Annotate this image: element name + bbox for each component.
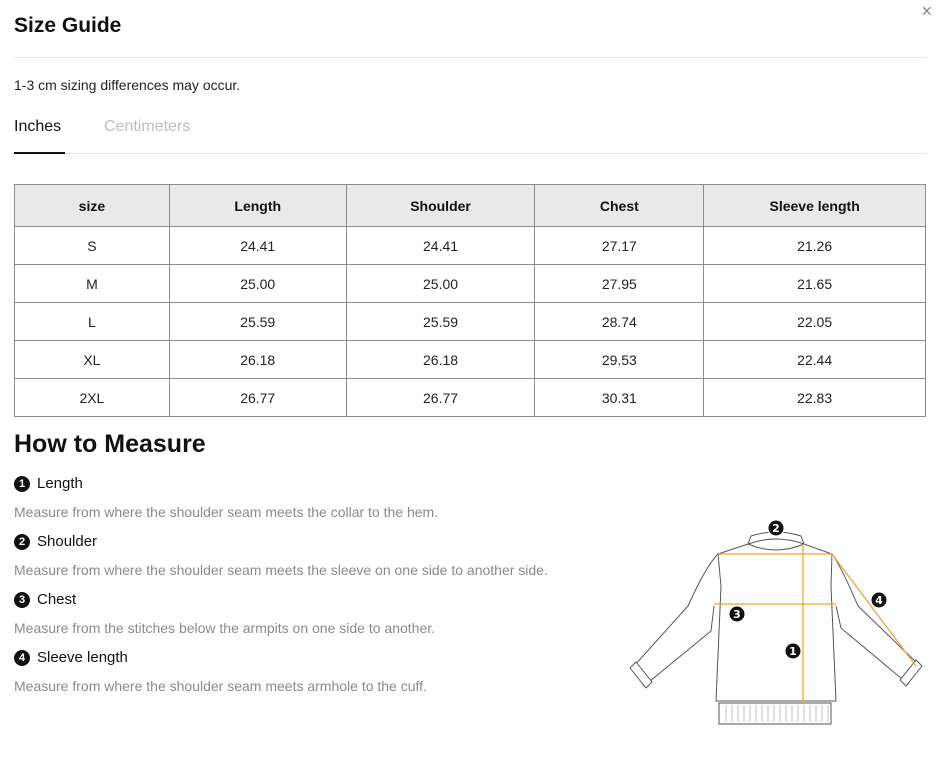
close-icon[interactable]: × (921, 1, 932, 21)
measure-item-shoulder (14, 533, 548, 578)
unit-tabs (14, 114, 926, 154)
table-cell: 30.31 (535, 379, 704, 417)
table-cell: 26.77 (169, 379, 346, 417)
number-badge: 1 (14, 476, 30, 492)
measure-label: Length (37, 475, 83, 492)
measure-description: Measure from the stitches below the armpits on one side to another. (14, 620, 436, 636)
sizing-note: 1-3 cm sizing differences may occur. (14, 77, 241, 93)
table-row (15, 341, 926, 379)
size-table (14, 184, 926, 417)
table-cell: 2XL (15, 379, 170, 417)
table-row (15, 303, 926, 341)
table-cell: 27.95 (535, 265, 704, 303)
table-cell: 28.74 (535, 303, 704, 341)
measure-label: Chest (37, 591, 77, 608)
number-badge: 4 (14, 650, 30, 666)
measure-description: Measure from where the shoulder seam meets the collar to the hem. (14, 504, 439, 520)
table-cell: 26.18 (346, 341, 535, 379)
dialog-title: Size Guide (14, 14, 122, 37)
number-badge: 2 (14, 534, 30, 550)
measure-item-chest (14, 591, 435, 636)
table-cell: 26.18 (169, 341, 346, 379)
table-header-row (15, 185, 926, 227)
table-cell: 26.77 (346, 379, 535, 417)
number-badge: 3 (14, 592, 30, 608)
table-cell: 21.65 (704, 265, 926, 303)
column-header: Chest (535, 185, 704, 227)
measure-description: Measure from where the shoulder seam meets armhole to the cuff. (14, 678, 427, 694)
table-cell: 25.00 (346, 265, 535, 303)
measure-label: Shoulder (37, 533, 98, 550)
how-to-measure-title: How to Measure (14, 430, 206, 458)
table-row (15, 379, 926, 417)
table-cell: 24.41 (169, 227, 346, 265)
table-cell: 22.83 (704, 379, 926, 417)
table-cell: 27.17 (535, 227, 704, 265)
table-cell: 25.59 (346, 303, 535, 341)
table-cell: XL (15, 341, 170, 379)
table-cell: S (15, 227, 170, 265)
column-header: Shoulder (346, 185, 535, 227)
marker-4: 4 (875, 594, 883, 607)
tab-centimeters[interactable]: Centimeters (104, 118, 191, 135)
measure-item-sleeve-length (14, 649, 427, 694)
table-cell: 25.59 (169, 303, 346, 341)
marker-2: 2 (772, 522, 780, 535)
table-cell: M (15, 265, 170, 303)
column-header: Sleeve length (704, 185, 926, 227)
table-cell: 22.05 (704, 303, 926, 341)
table-cell: 22.44 (704, 341, 926, 379)
measure-item-length (14, 475, 438, 520)
measure-description: Measure from where the shoulder seam meets the sleeve on one side to another side. (14, 562, 548, 578)
table-cell: 24.41 (346, 227, 535, 265)
marker-1: 1 (789, 645, 797, 658)
table-cell: 29.53 (535, 341, 704, 379)
table-row (15, 265, 926, 303)
title-divider (14, 57, 926, 58)
table-cell: 21.26 (704, 227, 926, 265)
sweater-measurement-diagram-icon (626, 516, 926, 730)
table-cell: L (15, 303, 170, 341)
tab-inches[interactable]: Inches (14, 118, 62, 135)
table-row (15, 227, 926, 265)
marker-3: 3 (733, 608, 741, 621)
table-cell: 25.00 (169, 265, 346, 303)
measure-label: Sleeve length (37, 649, 128, 666)
active-tab-indicator (14, 152, 65, 154)
column-header: size (15, 185, 170, 227)
column-header: Length (169, 185, 346, 227)
